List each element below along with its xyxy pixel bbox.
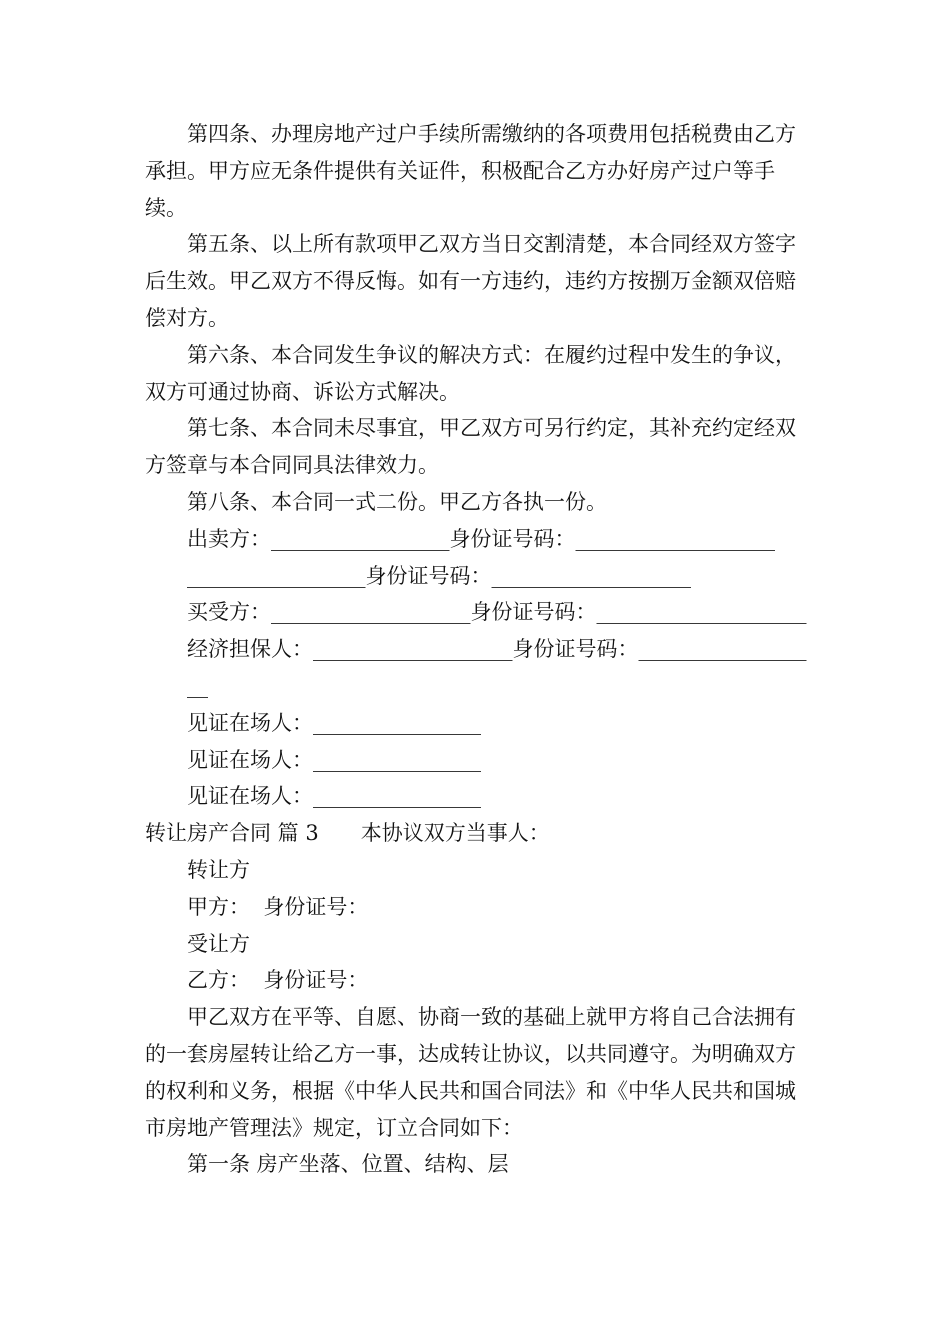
transferee-label: 受让方 [187,931,250,956]
agreement-preamble: 甲乙双方在平等、自愿、协商一致的基础上就甲方将自己合法拥有的一套房屋转让给乙方一事，达成转让协议，以共同遵守。为明确双方的权利和义务，根据《中华人民共和国合同法》和《中华人民共和国城市房地产管理法》规定，订立合同如下： [145,1005,796,1140]
section-3-heading: 转让房产合同 篇 3 本协议双方当事人： [145,821,550,846]
seller-signature-line: 出卖方：_________________身份证号码：___________________ [187,526,775,551]
document-body [145,116,807,1183]
seller-id-line: _________________身份证号码：___________________ [187,563,691,588]
article-5: 第五条、以上所有款项甲乙双方当日交割清楚，本合同经双方签字后生效。甲乙双方不得反悔。如有一方违约，违约方按捌万金额双倍赔偿对方。 [145,232,796,330]
witness-line-2: 见证在场人：________________ [187,747,481,772]
party-a-id-line: 甲方： 身份证号： [187,894,369,919]
article-7: 第七条、本合同未尽事宜，甲乙双方可另行约定，其补充约定经双方签章与本合同同具法律效力。 [145,416,796,478]
witness-line-3: 见证在场人：________________ [187,784,481,809]
witness-line-1: 见证在场人：________________ [187,710,481,735]
article-4: 第四条、办理房地产过户手续所需缴纳的各项费用包括税费由乙方承担。甲方应无条件提供有关证件，积极配合乙方办好房产过户等手续。 [145,122,796,220]
buyer-signature-line: 买受方：___________________身份证号码：____________________ [187,600,807,625]
transferor-label: 转让方 [187,857,250,882]
party-b-id-line: 乙方： 身份证号： [187,968,369,993]
article-8: 第八条、本合同一式二份。甲乙方各执一份。 [187,489,607,514]
guarantor-signature-line: 经济担保人：___________________身份证号码：__________________ [187,637,807,698]
article-6: 第六条、本合同发生争议的解决方式：在履约过程中发生的争议，双方可通过协商、诉讼方式解决。 [145,342,796,404]
article-1-heading: 第一条 房产坐落、位置、结构、层 [187,1152,509,1177]
